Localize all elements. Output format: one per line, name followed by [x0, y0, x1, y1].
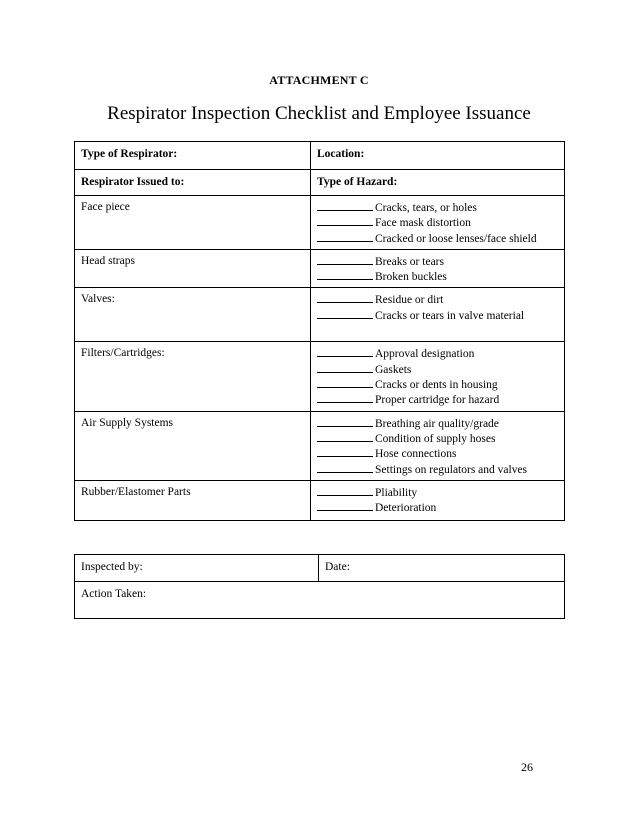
inspection-checklist-table — [74, 141, 565, 521]
check-blank[interactable] — [317, 231, 373, 242]
signoff-table — [74, 554, 565, 619]
check-item-label: Residue or dirt — [375, 294, 444, 307]
type-of-respirator-label[interactable]: Type of Respirator: — [75, 142, 311, 170]
check-item-label: Approval designation — [375, 348, 475, 361]
check-items — [311, 411, 565, 480]
inspected-by-field[interactable]: Inspected by: — [75, 555, 319, 582]
attachment-label: ATTACHMENT C — [269, 73, 369, 87]
check-blank[interactable] — [317, 215, 373, 226]
location-label[interactable]: Location: — [311, 142, 565, 170]
table-row — [75, 555, 565, 582]
check-blank[interactable] — [317, 485, 373, 496]
check-item-label: Gaskets — [375, 363, 412, 376]
check-item-label: Condition of supply hoses — [375, 432, 496, 445]
check-item-label: Cracked or loose lenses/face shield — [375, 232, 537, 245]
check-blank[interactable] — [317, 254, 373, 265]
table-row — [75, 582, 565, 619]
check-item — [317, 308, 558, 323]
check-blank[interactable] — [317, 416, 373, 427]
check-item-label: Cracks or tears in valve material — [375, 309, 525, 322]
check-items — [311, 342, 565, 411]
type-of-hazard-label[interactable]: Type of Hazard: — [311, 170, 565, 196]
check-item — [317, 292, 558, 307]
check-blank[interactable] — [317, 200, 373, 211]
component-name: Rubber/Elastomer Parts — [75, 480, 311, 520]
check-blank[interactable] — [317, 292, 373, 303]
check-item — [317, 215, 558, 230]
component-row-air-supply-systems — [75, 411, 565, 480]
component-row-head-straps — [75, 249, 565, 288]
component-row-rubber-elastomer-parts — [75, 480, 565, 520]
check-item-label: Hose connections — [375, 448, 457, 461]
table-row — [75, 170, 565, 196]
check-items — [311, 480, 565, 520]
check-item — [317, 200, 558, 215]
check-item — [317, 362, 558, 377]
page-title: Respirator Inspection Checklist and Employee Issuance — [107, 103, 531, 124]
component-name: Filters/Cartridges: — [75, 342, 311, 411]
check-item-label: Deterioration — [375, 502, 437, 515]
check-item — [317, 416, 558, 431]
check-item-label: Settings on regulators and valves — [375, 463, 528, 476]
check-item — [317, 431, 558, 446]
check-item-label: Broken buckles — [375, 271, 447, 284]
check-blank[interactable] — [317, 500, 373, 511]
check-items — [311, 196, 565, 250]
component-name: Air Supply Systems — [75, 411, 311, 480]
check-blank[interactable] — [317, 431, 373, 442]
check-items — [311, 288, 565, 342]
check-blank[interactable] — [317, 362, 373, 373]
check-item-label: Face mask distortion — [375, 217, 471, 230]
component-row-valves — [75, 288, 565, 342]
check-item — [317, 462, 558, 477]
action-taken-field[interactable]: Action Taken: — [75, 582, 565, 619]
check-blank[interactable] — [317, 392, 373, 403]
check-item-label: Breathing air quality/grade — [375, 417, 499, 430]
check-item-label: Cracks, tears, or holes — [375, 202, 477, 214]
check-blank[interactable] — [317, 269, 373, 280]
component-row-filters-cartridges — [75, 342, 565, 411]
check-item-label: Pliability — [375, 486, 418, 499]
respirator-issued-to-label[interactable]: Respirator Issued to: — [75, 170, 311, 196]
component-name: Head straps — [75, 249, 311, 288]
check-item — [317, 231, 558, 246]
component-row-face-piece — [75, 196, 565, 250]
check-item — [317, 485, 558, 500]
check-item — [317, 392, 558, 407]
page-number: 26 — [521, 760, 533, 774]
check-item-label: Cracks or dents in housing — [375, 379, 498, 392]
check-blank[interactable] — [317, 346, 373, 357]
check-item — [317, 500, 558, 515]
check-item — [317, 377, 558, 392]
check-item — [317, 446, 558, 461]
check-items — [311, 249, 565, 288]
check-blank[interactable] — [317, 377, 373, 388]
check-blank[interactable] — [317, 446, 373, 457]
check-blank[interactable] — [317, 308, 373, 319]
check-item — [317, 346, 558, 361]
component-name: Valves: — [75, 288, 311, 342]
date-field[interactable]: Date: — [319, 555, 565, 582]
check-item-label: Proper cartridge for hazard — [375, 394, 500, 407]
check-item-label: Breaks or tears — [375, 255, 444, 268]
table-row — [75, 142, 565, 170]
check-item — [317, 269, 558, 284]
component-name: Face piece — [75, 196, 311, 250]
check-blank[interactable] — [317, 462, 373, 473]
check-item — [317, 254, 558, 269]
